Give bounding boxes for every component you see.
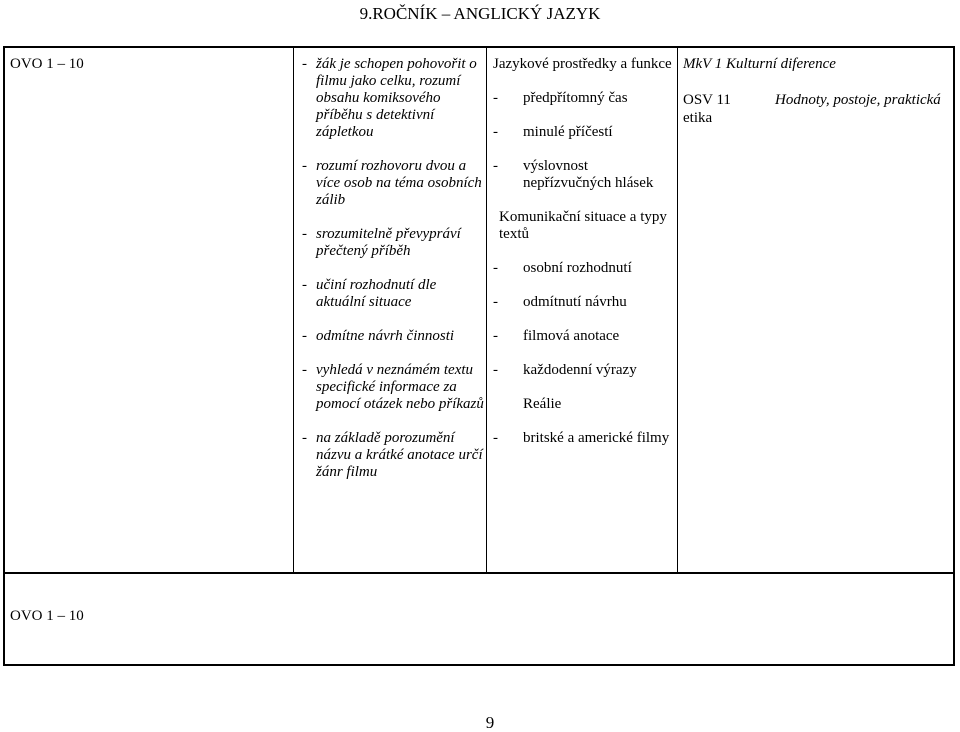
- curriculum-content: [493, 56, 677, 464]
- outcome-item: - vyhledá v neznámém textu specifické informace za pomocí otázek nebo příkazů: [302, 362, 484, 413]
- osv-title: Hodnoty, postoje, praktická: [775, 92, 941, 108]
- mkv-topic: MkV 1 Kulturní diference: [683, 56, 836, 72]
- language-items: [493, 90, 677, 192]
- row1-label: OVO 1 – 10: [10, 56, 84, 72]
- realia-items: [493, 430, 677, 447]
- osv-code: OSV 11: [683, 92, 731, 108]
- content-item: - každodenní výrazy: [493, 362, 677, 379]
- content-item: - osobní rozhodnutí: [493, 260, 677, 277]
- row-divider: [5, 572, 953, 574]
- section-heading-communication: Komunikační situace a typy textů: [499, 209, 667, 242]
- outcome-item: - žák je schopen pohovořit o filmu jako celku, rozumí obsahu komiksového příběhu s detektivní zápletkou: [302, 56, 484, 141]
- content-item: - filmová anotace: [493, 328, 677, 345]
- page-number: 9: [485, 713, 495, 732]
- outcome-item: - rozumí rozhovoru dvou a více osob na téma osobních zálib: [302, 158, 484, 209]
- learning-outcomes-list: [302, 56, 484, 498]
- column-divider-2: [486, 48, 487, 574]
- content-item: - minulé příčestí: [493, 124, 677, 141]
- content-item: - předpřítomný čas: [493, 90, 677, 107]
- page-title: 9.ROČNÍK – ANGLICKÝ JAZYK: [359, 4, 601, 23]
- column-divider-1: [293, 48, 294, 574]
- outcome-item: - učiní rozhodnutí dle aktuální situace: [302, 277, 484, 311]
- content-item: - výslovnost nepřízvučných hlásek: [493, 158, 677, 192]
- content-item: - britské a americké filmy: [493, 430, 677, 447]
- communication-items: [493, 260, 677, 379]
- row2-label: OVO 1 – 10: [10, 608, 84, 624]
- outcome-item: - na základě porozumění názvu a krátké anotace určí žánr filmu: [302, 430, 484, 481]
- osv-continued: etika: [683, 110, 713, 126]
- column-divider-3: [677, 48, 678, 574]
- curriculum-table: [3, 46, 955, 666]
- outcome-item: - srozumitelně převypráví přečtený příběh: [302, 226, 484, 260]
- section-heading-realia: Reálie: [523, 396, 562, 412]
- outcome-item: - odmítne návrh činnosti: [302, 328, 484, 345]
- content-item: - odmítnutí návrhu: [493, 294, 677, 311]
- section-heading-language: Jazykové prostředky a funkce: [493, 56, 672, 72]
